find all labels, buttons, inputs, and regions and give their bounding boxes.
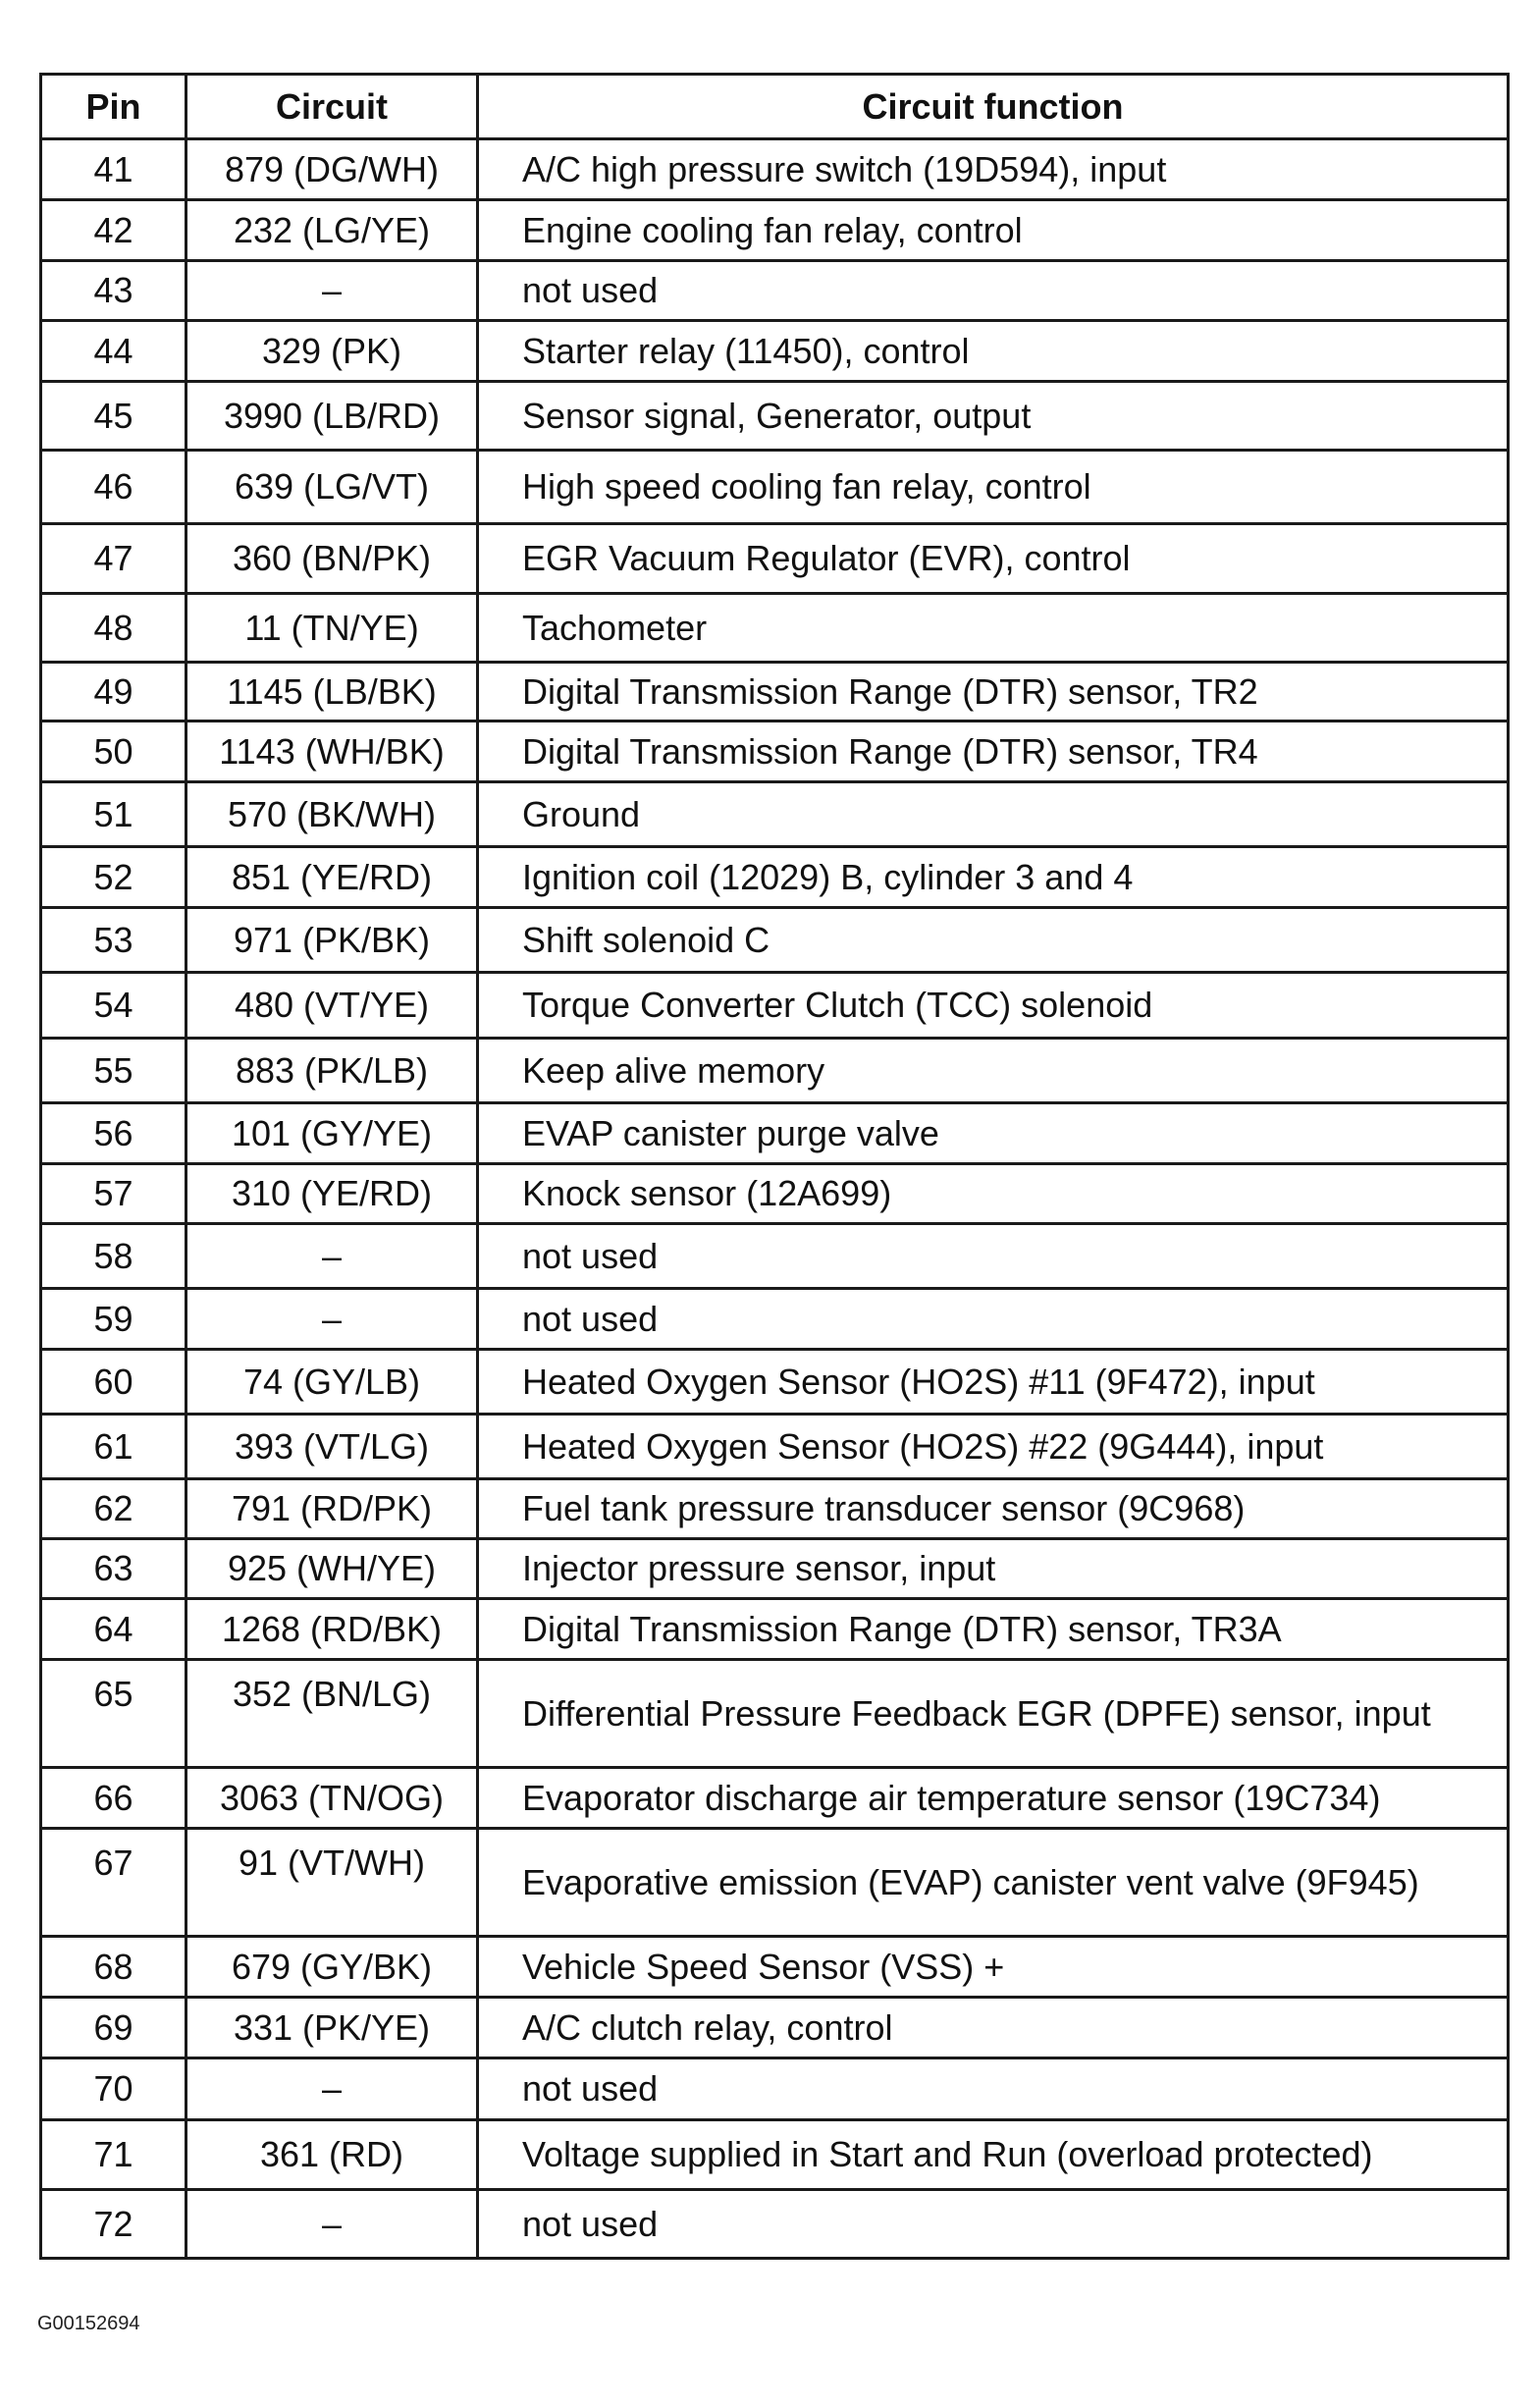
circuit-function-cell: EGR Vacuum Regulator (EVR), control xyxy=(478,524,1509,594)
table-row xyxy=(41,2190,1509,2259)
circuit-cell: – xyxy=(186,2058,478,2120)
circuit-function-cell: Fuel tank pressure transducer sensor (9C968) xyxy=(478,1479,1509,1539)
circuit-function-cell: Evaporative emission (EVAP) canister vent valve (9F945) xyxy=(478,1829,1509,1937)
table-row xyxy=(41,908,1509,973)
circuit-function-cell: Vehicle Speed Sensor (VSS) + xyxy=(478,1937,1509,1998)
circuit-function-cell: Tachometer xyxy=(478,594,1509,663)
circuit-cell: 851 (YE/RD) xyxy=(186,847,478,908)
circuit-function-cell: Injector pressure sensor, input xyxy=(478,1539,1509,1599)
pin-cell: 42 xyxy=(41,200,186,261)
circuit-cell: 329 (PK) xyxy=(186,321,478,382)
pin-cell: 54 xyxy=(41,973,186,1039)
table-row xyxy=(41,200,1509,261)
circuit-cell: 791 (RD/PK) xyxy=(186,1479,478,1539)
circuit-cell: 883 (PK/LB) xyxy=(186,1039,478,1103)
pinout-table xyxy=(39,73,1510,2260)
circuit-function-cell: EVAP canister purge valve xyxy=(478,1103,1509,1164)
circuit-function-cell: Voltage supplied in Start and Run (overload protected) xyxy=(478,2120,1509,2190)
circuit-function-cell: Heated Oxygen Sensor (HO2S) #11 (9F472), input xyxy=(478,1350,1509,1415)
circuit-cell: 232 (LG/YE) xyxy=(186,200,478,261)
circuit-function-cell: not used xyxy=(478,1289,1509,1350)
pin-cell: 52 xyxy=(41,847,186,908)
circuit-cell: 91 (VT/WH) xyxy=(186,1829,478,1937)
circuit-function-cell: Ignition coil (12029) B, cylinder 3 and 4 xyxy=(478,847,1509,908)
circuit-cell: 570 (BK/WH) xyxy=(186,782,478,847)
table-row xyxy=(41,1039,1509,1103)
table-row xyxy=(41,2058,1509,2120)
circuit-function-cell: not used xyxy=(478,2058,1509,2120)
circuit-function-cell: Digital Transmission Range (DTR) sensor, TR4 xyxy=(478,722,1509,782)
circuit-cell: 1145 (LB/BK) xyxy=(186,663,478,722)
pin-cell: 47 xyxy=(41,524,186,594)
circuit-cell: 393 (VT/LG) xyxy=(186,1415,478,1479)
table-row xyxy=(41,1599,1509,1660)
table-row xyxy=(41,382,1509,451)
pin-cell: 61 xyxy=(41,1415,186,1479)
table-row xyxy=(41,1937,1509,1998)
table-row xyxy=(41,1103,1509,1164)
circuit-cell: 361 (RD) xyxy=(186,2120,478,2190)
pin-cell: 70 xyxy=(41,2058,186,2120)
circuit-cell: 74 (GY/LB) xyxy=(186,1350,478,1415)
pin-cell: 55 xyxy=(41,1039,186,1103)
pin-cell: 45 xyxy=(41,382,186,451)
circuit-function-cell: Shift solenoid C xyxy=(478,908,1509,973)
header-row xyxy=(41,75,1509,139)
table-row xyxy=(41,139,1509,200)
table-row xyxy=(41,1768,1509,1829)
table-row xyxy=(41,973,1509,1039)
table-row xyxy=(41,1164,1509,1224)
pin-cell: 58 xyxy=(41,1224,186,1289)
pin-cell: 67 xyxy=(41,1829,186,1937)
table-row xyxy=(41,1224,1509,1289)
table-row xyxy=(41,847,1509,908)
circuit-function-cell: A/C clutch relay, control xyxy=(478,1998,1509,2058)
pin-cell: 50 xyxy=(41,722,186,782)
pin-cell: 53 xyxy=(41,908,186,973)
circuit-cell: – xyxy=(186,2190,478,2259)
circuit-function-cell: Heated Oxygen Sensor (HO2S) #22 (9G444), input xyxy=(478,1415,1509,1479)
circuit-cell: 3063 (TN/OG) xyxy=(186,1768,478,1829)
circuit-function-cell: A/C high pressure switch (19D594), input xyxy=(478,139,1509,200)
circuit-cell: 11 (TN/YE) xyxy=(186,594,478,663)
circuit-function-cell: Keep alive memory xyxy=(478,1039,1509,1103)
pin-cell: 69 xyxy=(41,1998,186,2058)
circuit-cell: 101 (GY/YE) xyxy=(186,1103,478,1164)
table-header xyxy=(41,75,1509,139)
table-row xyxy=(41,1998,1509,2058)
circuit-cell: – xyxy=(186,1289,478,1350)
table-row xyxy=(41,451,1509,524)
pin-cell: 43 xyxy=(41,261,186,321)
pin-cell: 63 xyxy=(41,1539,186,1599)
table-row xyxy=(41,1660,1509,1768)
circuit-function-cell: Differential Pressure Feedback EGR (DPFE) sensor, input xyxy=(478,1660,1509,1768)
circuit-cell: 3990 (LB/RD) xyxy=(186,382,478,451)
pin-cell: 65 xyxy=(41,1660,186,1768)
pin-cell: 60 xyxy=(41,1350,186,1415)
pin-cell: 48 xyxy=(41,594,186,663)
circuit-function-cell: Ground xyxy=(478,782,1509,847)
circuit-function-cell: Digital Transmission Range (DTR) sensor, TR3A xyxy=(478,1599,1509,1660)
figure-code: G00152694 xyxy=(37,2313,140,2334)
circuit-cell: 310 (YE/RD) xyxy=(186,1164,478,1224)
pin-cell: 71 xyxy=(41,2120,186,2190)
header-circuit-function: Circuit function xyxy=(478,75,1509,139)
header-pin: Pin xyxy=(41,75,186,139)
pin-cell: 72 xyxy=(41,2190,186,2259)
circuit-cell: 1268 (RD/BK) xyxy=(186,1599,478,1660)
pin-cell: 68 xyxy=(41,1937,186,1998)
circuit-function-cell: Torque Converter Clutch (TCC) solenoid xyxy=(478,973,1509,1039)
circuit-cell: 360 (BN/PK) xyxy=(186,524,478,594)
table-row xyxy=(41,663,1509,722)
table-row xyxy=(41,1350,1509,1415)
pin-cell: 62 xyxy=(41,1479,186,1539)
pin-cell: 44 xyxy=(41,321,186,382)
circuit-cell: 639 (LG/VT) xyxy=(186,451,478,524)
table-row xyxy=(41,722,1509,782)
circuit-cell: 925 (WH/YE) xyxy=(186,1539,478,1599)
table-row xyxy=(41,261,1509,321)
table-row xyxy=(41,1479,1509,1539)
header-circuit: Circuit xyxy=(186,75,478,139)
table-row xyxy=(41,1829,1509,1937)
circuit-cell: 971 (PK/BK) xyxy=(186,908,478,973)
circuit-function-cell: Sensor signal, Generator, output xyxy=(478,382,1509,451)
circuit-function-cell: High speed cooling fan relay, control xyxy=(478,451,1509,524)
circuit-function-cell: Digital Transmission Range (DTR) sensor, TR2 xyxy=(478,663,1509,722)
pinout-table-container xyxy=(39,73,1507,2260)
pin-cell: 57 xyxy=(41,1164,186,1224)
pin-cell: 59 xyxy=(41,1289,186,1350)
table-row xyxy=(41,594,1509,663)
circuit-function-cell: Engine cooling fan relay, control xyxy=(478,200,1509,261)
circuit-cell: 480 (VT/YE) xyxy=(186,973,478,1039)
circuit-cell: 1143 (WH/BK) xyxy=(186,722,478,782)
table-row xyxy=(41,1539,1509,1599)
circuit-function-cell: not used xyxy=(478,261,1509,321)
circuit-function-cell: not used xyxy=(478,1224,1509,1289)
pin-cell: 41 xyxy=(41,139,186,200)
pin-cell: 56 xyxy=(41,1103,186,1164)
table-row xyxy=(41,1415,1509,1479)
pin-cell: 66 xyxy=(41,1768,186,1829)
table-row xyxy=(41,321,1509,382)
pin-cell: 46 xyxy=(41,451,186,524)
table-row xyxy=(41,2120,1509,2190)
table-row xyxy=(41,524,1509,594)
circuit-cell: 679 (GY/BK) xyxy=(186,1937,478,1998)
pin-cell: 51 xyxy=(41,782,186,847)
pin-cell: 49 xyxy=(41,663,186,722)
circuit-function-cell: Starter relay (11450), control xyxy=(478,321,1509,382)
circuit-cell: 331 (PK/YE) xyxy=(186,1998,478,2058)
circuit-cell: 879 (DG/WH) xyxy=(186,139,478,200)
table-row xyxy=(41,782,1509,847)
circuit-cell: – xyxy=(186,261,478,321)
circuit-function-cell: Knock sensor (12A699) xyxy=(478,1164,1509,1224)
circuit-cell: 352 (BN/LG) xyxy=(186,1660,478,1768)
circuit-cell: – xyxy=(186,1224,478,1289)
circuit-function-cell: not used xyxy=(478,2190,1509,2259)
table-body xyxy=(41,139,1509,2259)
table-row xyxy=(41,1289,1509,1350)
pin-cell: 64 xyxy=(41,1599,186,1660)
circuit-function-cell: Evaporator discharge air temperature sensor (19C734) xyxy=(478,1768,1509,1829)
